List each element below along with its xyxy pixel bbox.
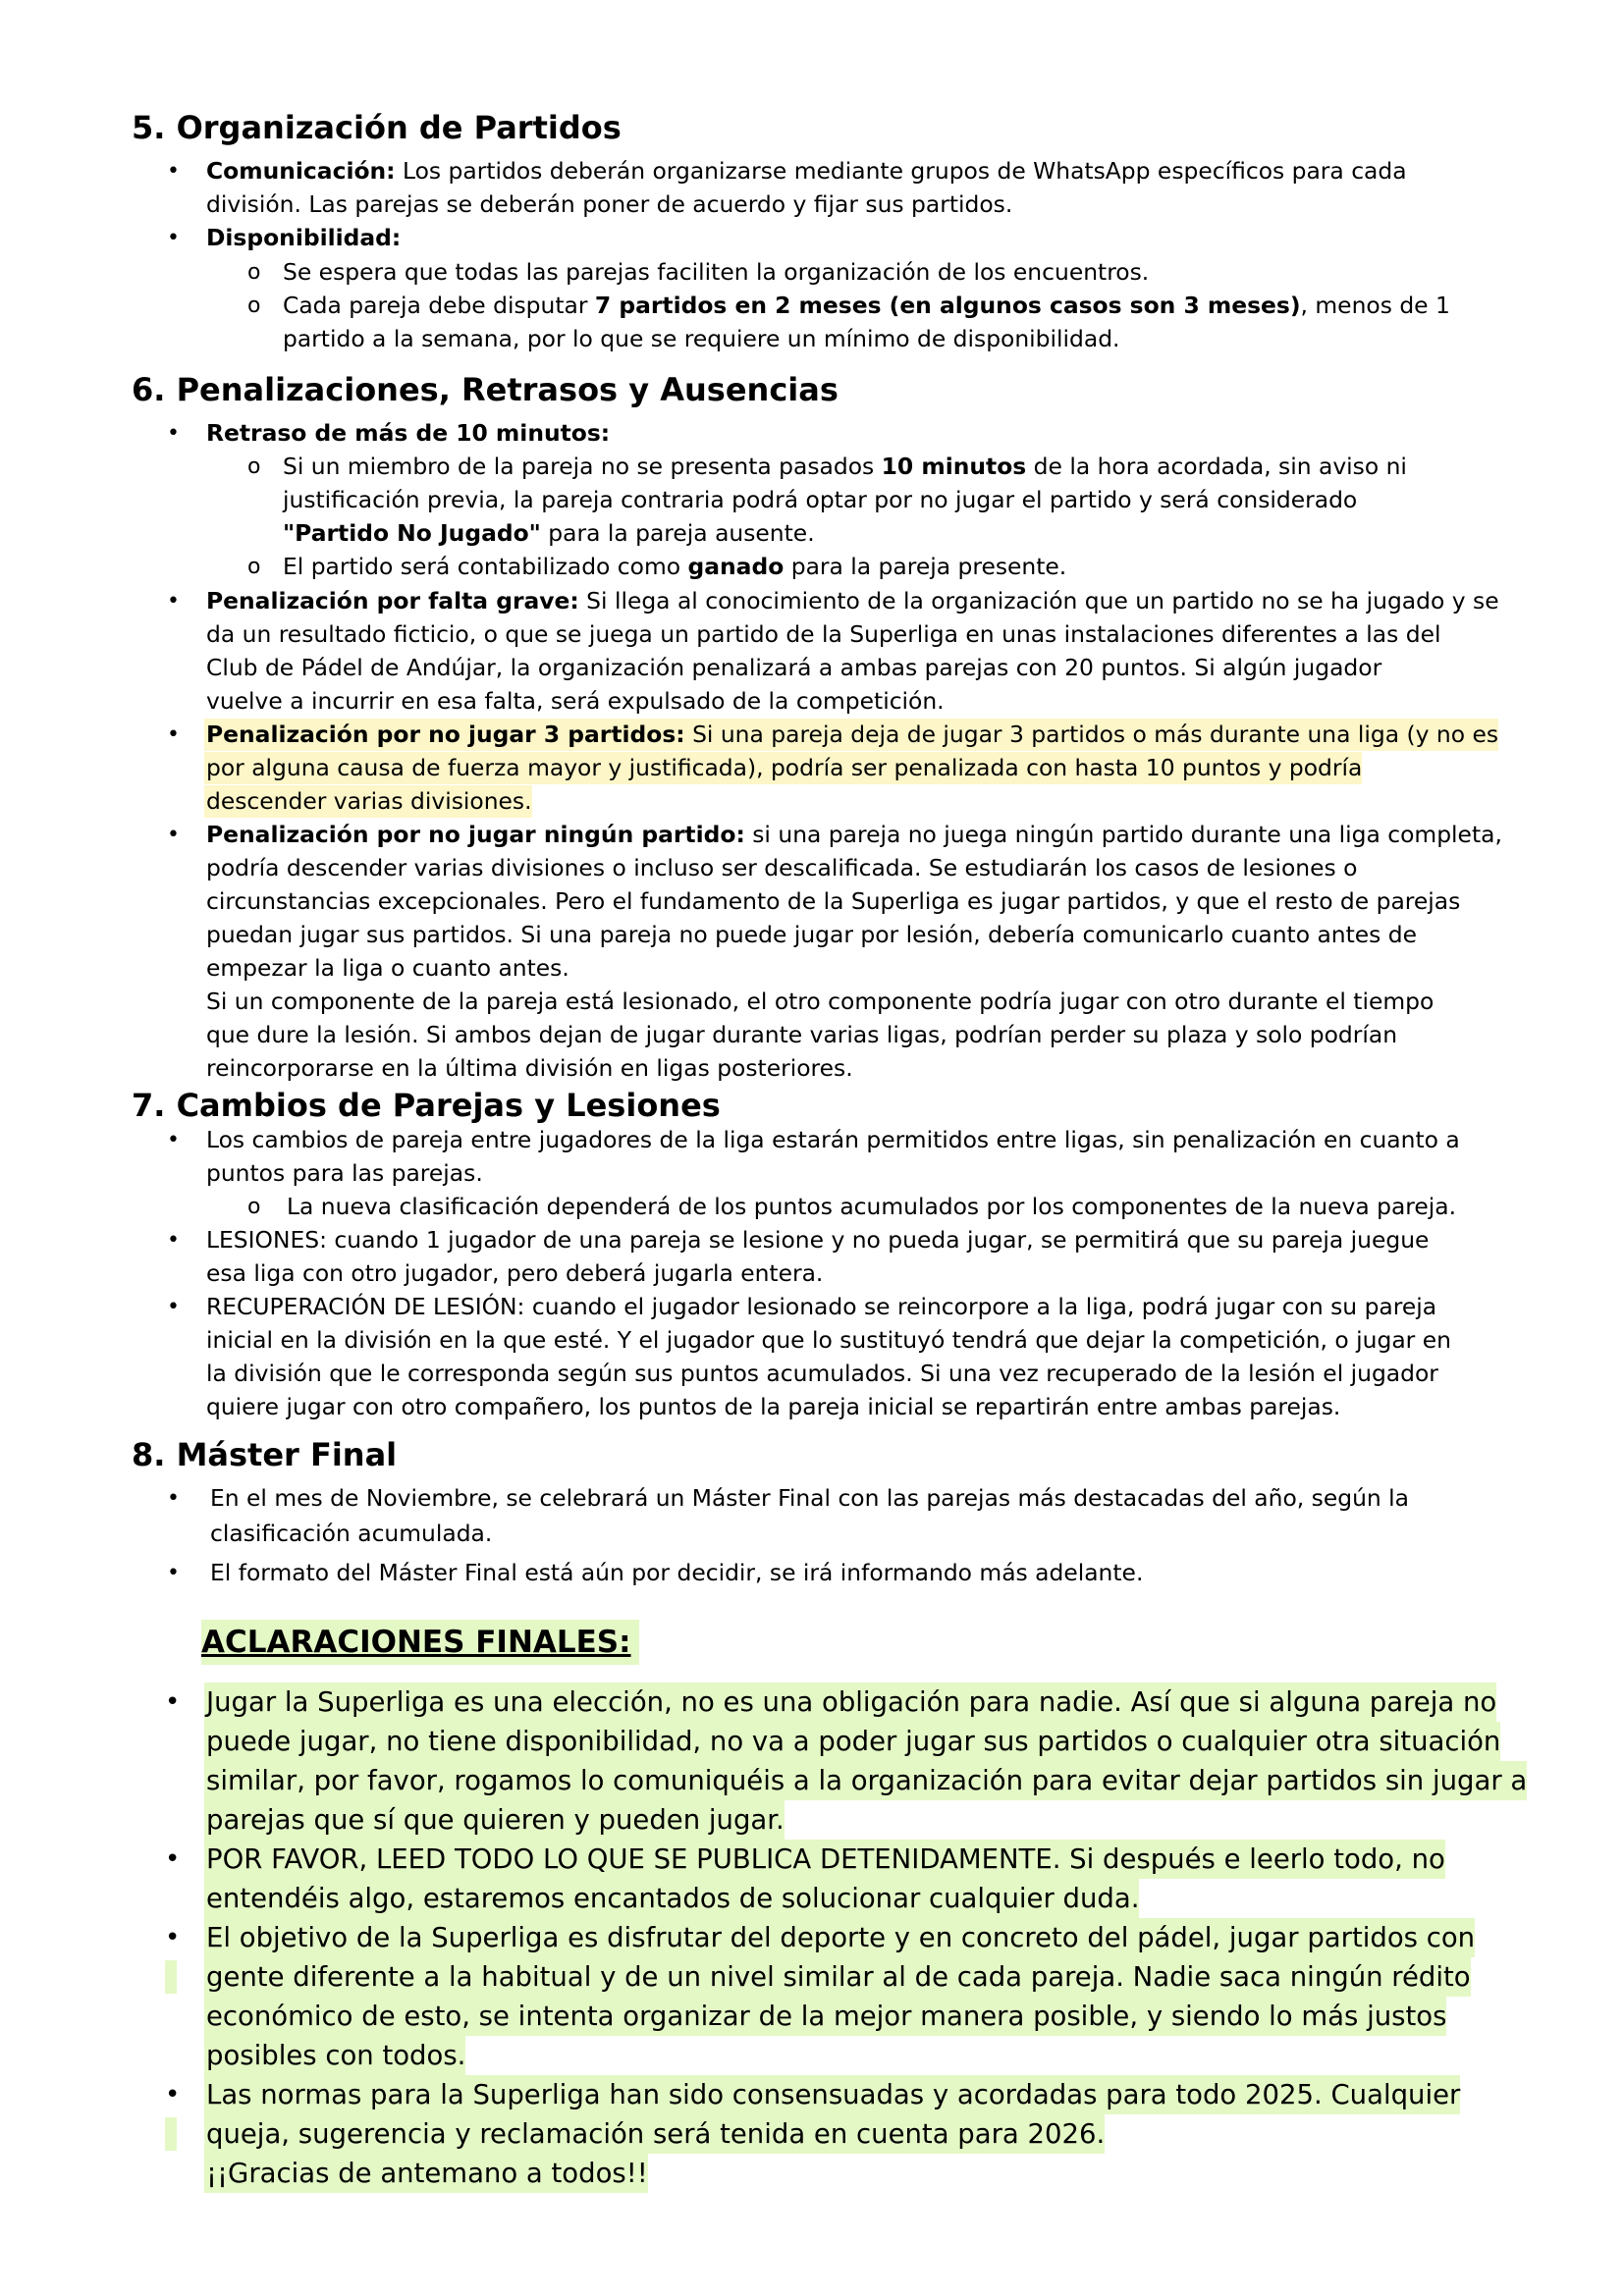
circle-bullet-icon: o xyxy=(247,260,261,285)
ningun-partido-line-1 xyxy=(206,819,1502,851)
text-run: Si llega al conocimiento de la organización que un partido no se ha jugado y se xyxy=(578,587,1499,614)
bullet-icon: • xyxy=(167,1561,180,1585)
text-run: para la pareja ausente. xyxy=(540,519,815,547)
ningun-partido-line-8: reincorporarse en la última división en ligas posteriores. xyxy=(206,1054,853,1082)
falta-grave-line-3: Club de Pádel de Andújar, la organización penalizará a ambas parejas con 20 puntos. Si algún jugador xyxy=(206,654,1382,681)
section-5-heading: 5. Organización de Partidos xyxy=(132,109,622,146)
aclaracion-4-line-2: queja, sugerencia y reclamación será tenida en cuenta para 2026. xyxy=(204,2114,1105,2154)
bold-run: 10 minutos xyxy=(881,453,1027,480)
disponibilidad-item-2 xyxy=(283,290,1450,322)
bullet-icon: • xyxy=(167,159,180,184)
aclaracion-3-line-2: gente diferente a la habitual y de un nivel similar al de cada pareja. Nadie saca ningún rédito xyxy=(204,1957,1471,1997)
retraso-label xyxy=(206,417,610,450)
aclaracion-2-line-1: POR FAVOR, LEED TODO LO QUE SE PUBLICA DETENIDAMENTE. Si después e leerlo todo, no xyxy=(204,1840,1445,1879)
aclaracion-2-line-2: entendéis algo, estaremos encantados de solucionar cualquier duda. xyxy=(204,1879,1139,1918)
aclaracion-4-line-1: Las normas para la Superliga han sido consensuadas y acordadas para todo 2025. Cualquier xyxy=(204,2075,1460,2114)
bold-run: "Partido No Jugado" xyxy=(283,519,541,547)
ningun-partido-label: Penalización por no jugar ningún partido: xyxy=(206,821,745,848)
bullet-icon: • xyxy=(165,1844,181,1874)
disponibilidad-label xyxy=(206,222,401,254)
bullet-icon: • xyxy=(167,823,180,847)
comunicacion-line-1 xyxy=(206,155,1407,187)
tres-partidos-label: Penalización por no jugar 3 partidos: xyxy=(206,721,685,748)
retraso-item-2 xyxy=(283,551,1066,583)
master-line-1: En el mes de Noviembre, se celebrará un Máster Final con las parejas más destacadas del año, según la xyxy=(210,1484,1409,1512)
text-run: Si un miembro de la pareja no se presenta pasados xyxy=(283,453,882,480)
retraso-item-1-cont2 xyxy=(283,517,815,550)
text-run: Si una pareja deja de jugar 3 partidos o más durante una liga (y no es xyxy=(684,721,1499,748)
aclaracion-3-line-4: posibles con todos. xyxy=(204,2036,465,2075)
ningun-partido-line-7: que dure la lesión. Si ambos dejan de jugar durante varias ligas, podrían perder su plaza y solo podrían xyxy=(206,1021,1398,1048)
falta-grave-line-4: vuelve a incurrir en esa falta, será expulsado de la competición. xyxy=(206,687,945,715)
bullet-icon: • xyxy=(167,1128,180,1152)
ningun-partido-line-5: empezar la liga o cuanto antes. xyxy=(206,954,569,982)
aclaraciones-heading: ACLARACIONES FINALES: xyxy=(201,1620,639,1665)
tres-partidos-line-1 xyxy=(204,719,1498,751)
text-run: El partido será contabilizado como xyxy=(283,553,688,580)
disponibilidad-item-2-cont: partido a la semana, por lo que se requiere un mínimo de disponibilidad. xyxy=(283,325,1120,352)
circle-bullet-icon: o xyxy=(247,454,261,479)
master-formato: El formato del Máster Final está aún por decidir, se irá informando más adelante. xyxy=(210,1559,1144,1586)
bold-run: 7 partidos en 2 meses (en algunos casos son 3 meses) xyxy=(594,292,1301,319)
falta-grave-line-2: da un resultado ficticio, o que se juega un partido de la Superliga en unas instalaciones diferentes a las del xyxy=(206,620,1441,648)
bullet-icon: • xyxy=(167,1486,180,1511)
aclaracion-3-line-3: económico de esto, se intenta organizar de la mejor manera posible, y siendo lo más justos xyxy=(204,1997,1446,2036)
aclaracion-1-line-4: parejas que sí que quieren y pueden jugar. xyxy=(204,1800,785,1840)
recuperacion-line-3: la división que le corresponda según sus puntos acumulados. Si una vez recuperado de la lesión el jugador xyxy=(206,1360,1438,1387)
lesiones-line-2: esa liga con otro jugador, pero deberá jugarla entera. xyxy=(206,1259,824,1287)
disponibilidad-label-text: Disponibilidad: xyxy=(206,224,402,251)
text-run: Cada pareja debe disputar xyxy=(283,292,595,319)
falta-grave-line-1 xyxy=(206,585,1499,617)
ningun-partido-line-3: circunstancias excepcionales. Pero el fundamento de la Superliga es jugar partidos, y que el resto de parejas xyxy=(206,887,1461,915)
aclaracion-1-line-1: Jugar la Superliga es una elección, no es una obligación para nadie. Así que si alguna pareja no xyxy=(204,1682,1496,1722)
tres-partidos-line-3: descender varias divisiones. xyxy=(204,785,532,818)
text-run: , menos de 1 xyxy=(1300,292,1450,319)
bullet-icon: • xyxy=(165,1687,181,1717)
master-line-2: clasificación acumulada. xyxy=(210,1520,493,1547)
comunicacion-label: Comunicación: xyxy=(206,157,396,185)
bullet-icon: • xyxy=(167,589,180,614)
highlight-bar xyxy=(165,2117,177,2151)
ningun-partido-line-4: puedan jugar sus partidos. Si una pareja no puede jugar por lesión, debería comunicarlo cuanto antes de xyxy=(206,921,1418,948)
section-6-heading: 6. Penalizaciones, Retrasos y Ausencias xyxy=(132,371,839,408)
falta-grave-label: Penalización por falta grave: xyxy=(206,587,579,614)
retraso-item-1 xyxy=(283,451,1407,483)
bold-run: ganado xyxy=(687,553,785,580)
ningun-partido-line-6: Si un componente de la pareja está lesionado, el otro componente podría jugar con otro durante el tiempo xyxy=(206,988,1435,1015)
bullet-icon: • xyxy=(165,2080,181,2109)
tres-partidos-line-2: por alguna causa de fuerza mayor y justificada), podría ser penalizada con hasta 10 puntos y podría xyxy=(204,752,1362,784)
bullet-icon: • xyxy=(167,1228,180,1253)
retraso-label-text: Retraso de más de 10 minutos: xyxy=(206,419,611,447)
circle-bullet-icon: o xyxy=(247,555,261,579)
recuperacion-line-2: inicial en la división en la que esté. Y el jugador que lo sustituyó tendrá que dejar la competición, o jugar en xyxy=(206,1326,1451,1354)
text-run: si una pareja no juega ningún partido durante una liga completa, xyxy=(744,821,1502,848)
aclaracion-3-line-1: El objetivo de la Superliga es disfrutar del deporte y en concreto del pádel, jugar partidos con xyxy=(204,1918,1475,1957)
bullet-icon: • xyxy=(167,1295,180,1319)
circle-bullet-icon: o xyxy=(247,294,261,318)
recuperacion-line-4: quiere jugar con otro compañero, los puntos de la pareja inicial se repartirán entre ambas parejas. xyxy=(206,1393,1341,1420)
bullet-icon: • xyxy=(167,421,180,446)
bullet-icon: • xyxy=(165,1923,181,1952)
section-7-heading: 7. Cambios de Parejas y Lesiones xyxy=(132,1087,721,1124)
cambios-line-2: puntos para las parejas. xyxy=(206,1159,483,1187)
recuperacion-line-1: RECUPERACIÓN DE LESIÓN: cuando el jugador lesionado se reincorpore a la liga, podrá jugar con su pareja xyxy=(206,1293,1437,1320)
comunicacion-line-2: división. Las parejas se deberán poner de acuerdo y fijar sus partidos. xyxy=(206,190,1013,218)
aclaracion-1-line-3: similar, por favor, rogamos lo comuniquéis a la organización para evitar dejar partidos sin jugar a xyxy=(204,1761,1527,1800)
ningun-partido-line-2: podría descender varias divisiones o incluso ser descalificada. Se estudiarán los casos de lesiones o xyxy=(206,854,1358,881)
cambios-sub-item: La nueva clasificación dependerá de los puntos acumulados por los componentes de la nueva pareja. xyxy=(287,1193,1457,1220)
lesiones-line-1: LESIONES: cuando 1 jugador de una pareja se lesione y no pueda jugar, se permitirá que su pareja juegue xyxy=(206,1226,1430,1254)
circle-bullet-icon: o xyxy=(247,1195,261,1219)
text-run: de la hora acordada, sin aviso ni xyxy=(1026,453,1407,480)
section-8-heading: 8. Máster Final xyxy=(132,1436,398,1473)
gracias-line: ¡¡Gracias de antemano a todos!! xyxy=(204,2154,648,2193)
aclaracion-1-line-2: puede jugar, no tiene disponibilidad, no va a poder jugar sus partidos o cualquier otra situación xyxy=(204,1722,1500,1761)
disponibilidad-item-1: Se espera que todas las parejas faciliten la organización de los encuentros. xyxy=(283,258,1150,286)
cambios-line-1: Los cambios de pareja entre jugadores de la liga estarán permitidos entre ligas, sin penalización en cuanto a xyxy=(206,1126,1460,1153)
bullet-icon: • xyxy=(167,226,180,250)
bullet-icon: • xyxy=(167,722,180,747)
highlight-bar xyxy=(165,1960,177,1994)
comunicacion-text: Los partidos deberán organizarse mediante grupos de WhatsApp específicos para cada xyxy=(395,157,1407,185)
text-run: para la pareja presente. xyxy=(784,553,1067,580)
retraso-item-1-cont: justificación previa, la pareja contraria podrá optar por no jugar el partido y será considerado xyxy=(283,486,1358,513)
